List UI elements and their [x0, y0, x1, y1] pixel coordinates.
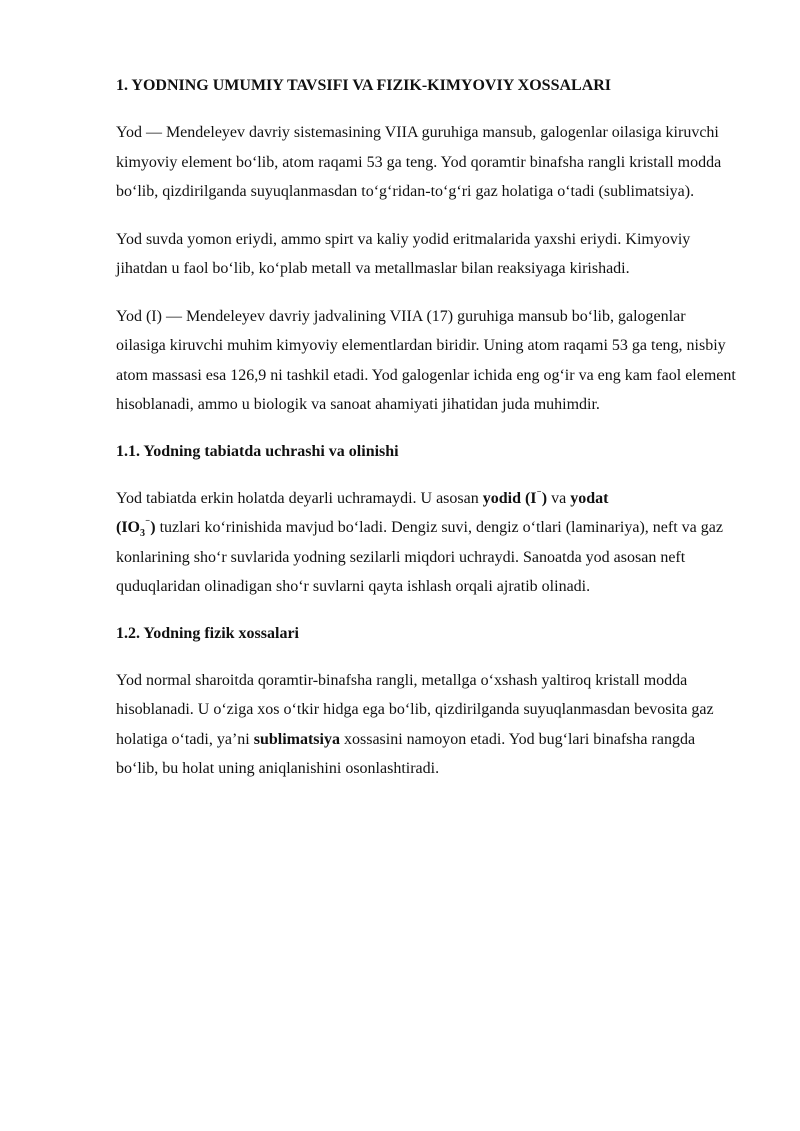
physical-text-end: xossasini namoyon etadi. Yod bug‘lari binafsha rangda bo‘lib, bu holat uning aniqlanishini osonlashtiradi.	[116, 730, 696, 777]
occurrence-text-end: tuzlari ko‘rinishida mavjud bo‘ladi. Dengiz suvi, dengiz o‘tlari (laminariya), neft va gaz konlarining sho‘r suvlarida yodning sezilarli miqdori uchraydi. Sanoatda yod asosan neft quduqlaridan olinadigan sho‘r suvlarni qayta ishlash orqali ajratib olinadi.	[116, 519, 723, 595]
chapter-heading: 1. YODNING UMUMIY TAVSIFI VA FIZIK-KIMYOVIY XOSSALARI	[116, 77, 612, 94]
occurrence-text-start: Yod tabiatda erkin holatda deyarli uchramaydi. U asosan	[116, 489, 483, 507]
iodide-label: yodid (I	[482, 489, 537, 507]
physical-text-start: Yod normal sharoitda qoramtir-binafsha rangli, metallga o‘xshash yaltiroq kristall modda hisoblanadi. U o‘ziga xos o‘tkir hidga ega bo‘lib, qizdirilganda suyuqlanmasdan bevosita gaz holatiga o‘tadi, ya’ni	[116, 671, 714, 748]
iodate-term: yodat	[570, 489, 609, 507]
paragraph-periodic-table: Yod (I) — Mendeleyev davriy jadvalining VIIA (17) guruhiga mansub bo‘lib, galogenlar oilasiga kiruvchi muhim kimyoviy elementlardan biridir. Uning atom raqami 53 ga teng, nisbiy atom massasi esa 126,9 ni tashkil etadi. Yod galogenlar ichida eng og‘ir va eng kam faol element hisoblanadi, ammo u biologik va sanoat ahamiyati jihatidan juda muhimdir.	[116, 307, 736, 413]
sublimation-term: sublimatsiya	[253, 730, 340, 748]
paragraph-physical	[116, 666, 738, 784]
occurrence-text-and: va	[547, 489, 571, 507]
iodate-close: )	[150, 519, 156, 536]
iodide-term	[483, 490, 547, 507]
paragraph-occurrence	[116, 484, 738, 602]
iodide-close: )	[541, 489, 548, 507]
iodate-subscript: 3	[140, 528, 145, 540]
iodate-charge: ⁻	[145, 517, 151, 529]
section-heading-physical: 1.2. Yodning fizik xossalari	[116, 624, 299, 642]
iodate-formula	[116, 517, 156, 540]
iodate-formula-open: (IO	[116, 519, 140, 536]
paragraph-solubility: Yod suvda yomon eriydi, ammo spirt va kaliy yodid eritmalarida yaxshi eriydi. Kimyoviy jihatdan u faol bo‘lib, ko‘plab metall va metallmaslar bilan reaksiyaga kirishadi.	[116, 230, 691, 277]
document-page	[116, 72, 738, 802]
iodide-charge: ⁻	[536, 488, 542, 500]
paragraph-intro: Yod — Mendeleyev davriy sistemasining VIIA guruhiga mansub, galogenlar oilasiga kiruvchi kimyoviy element bo‘lib, atom raqami 53 ga teng. Yod qoramtir binafsha rangli kristall modda bo‘lib, qizdirilganda suyuqlanmasdan to‘g‘ridan-to‘g‘ri gaz holatiga o‘tadi (sublimatsiya).	[116, 124, 722, 200]
section-heading-occurrence: 1.1. Yodning tabiatda uchrashi va olinishi	[116, 442, 399, 460]
